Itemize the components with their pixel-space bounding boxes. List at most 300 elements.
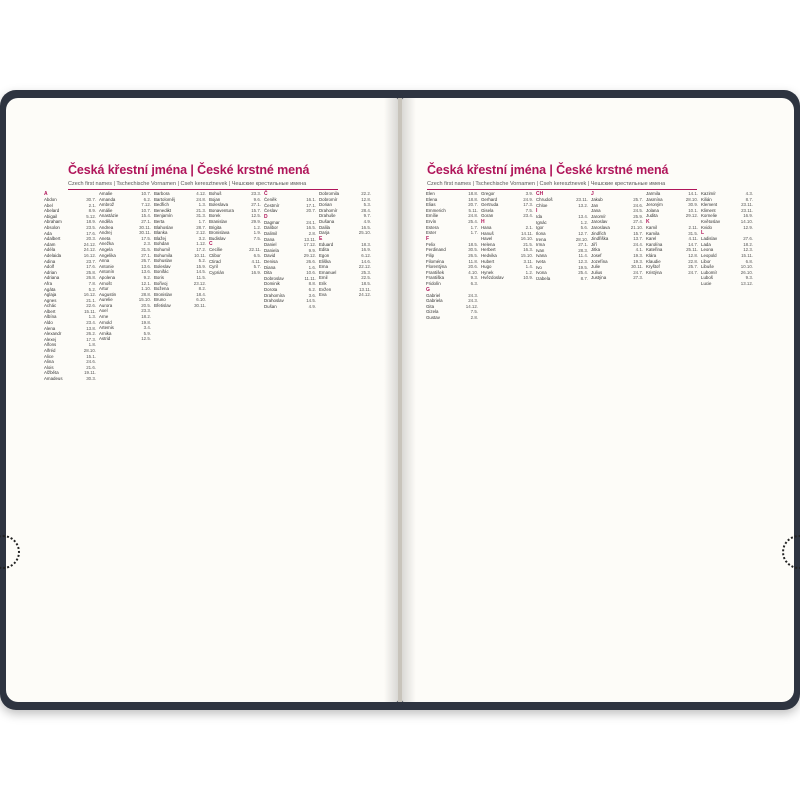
name-text: Hvězdoslav — [481, 275, 504, 281]
name-text: Agáta — [44, 286, 56, 292]
name-text: Aglaja — [44, 292, 57, 298]
name-day-date: 18.9. — [86, 219, 96, 225]
name-text: Gerhard — [481, 196, 498, 202]
name-text: Ester — [426, 230, 437, 236]
name-text: Gita — [426, 303, 435, 309]
name-text: Dobromila — [319, 191, 340, 196]
name-text: Gabriel — [426, 292, 441, 298]
name-text: Blažej — [154, 235, 166, 241]
name-day-date: 16.5. — [361, 224, 371, 230]
name-text: Absolon — [44, 224, 60, 230]
name-entry — [481, 275, 536, 281]
name-entry — [319, 292, 374, 298]
name-text: Dalibor — [264, 225, 278, 231]
names-column — [591, 191, 646, 320]
name-text: Květoslav — [701, 218, 721, 224]
name-day-date: 4.10. — [468, 269, 478, 275]
name-text: Hanuš — [481, 230, 494, 236]
name-day-date: 4.9. — [308, 303, 316, 309]
name-text: Jiří — [591, 241, 597, 247]
name-text: Erik — [319, 280, 327, 286]
name-day-date: 26.6. — [306, 258, 316, 264]
name-day-date: 5.12. — [86, 213, 96, 219]
name-day-date: 25.11. — [686, 247, 698, 253]
name-day-date: 13.11. — [359, 286, 371, 292]
name-day-date: 11.4. — [578, 253, 588, 259]
name-day-date: 25.7. — [688, 264, 698, 270]
name-day-date: 19.5. — [578, 264, 588, 270]
name-day-date: 1.10. — [141, 286, 151, 292]
name-text: Dušana — [319, 218, 335, 224]
name-day-date: 8.8. — [308, 281, 316, 287]
left-page — [6, 98, 398, 702]
name-day-date: 10.7. — [141, 191, 151, 196]
name-text: Filip — [426, 252, 435, 258]
name-day-date: 17.1. — [306, 202, 316, 208]
name-text: Jaroslav — [591, 219, 608, 225]
name-day-date: 26.2. — [86, 331, 96, 337]
letter-heading: D — [264, 213, 268, 220]
name-day-date: 18.2. — [141, 314, 151, 320]
name-day-date: 18.8. — [468, 196, 478, 202]
name-day-date: 19.3. — [633, 258, 643, 264]
name-text: Dalimil — [264, 230, 278, 236]
name-text: Cyril — [209, 264, 218, 270]
name-day-date: 1.2. — [580, 219, 588, 225]
name-text: Bedřich — [154, 202, 169, 208]
name-text: Leopold — [701, 252, 717, 258]
name-day-date: 24.9. — [523, 196, 533, 202]
name-text: Bohuslav — [154, 258, 173, 264]
name-text: Anastázie — [99, 213, 119, 219]
name-day-date: 4.1. — [635, 247, 643, 253]
name-day-date: 13.6. — [141, 263, 151, 269]
name-day-date: 4.9. — [363, 218, 371, 224]
name-text: Gertruda — [481, 202, 499, 208]
name-text: Jindřiška — [591, 236, 609, 242]
name-text: Bojan — [209, 196, 221, 202]
name-entry — [646, 270, 701, 276]
name-day-date: 18.2. — [743, 241, 753, 247]
name-day-date: 31.5. — [141, 246, 151, 252]
name-text: Andrea — [99, 224, 114, 230]
name-day-date: 24.12. — [358, 292, 371, 298]
name-day-date: 25.7. — [633, 197, 643, 202]
name-day-date: 12.8. — [361, 196, 371, 202]
name-day-date: 24.7. — [633, 269, 643, 275]
name-text: Jakub — [591, 197, 603, 202]
name-text: Boris — [154, 274, 165, 280]
name-text: Evžen — [319, 286, 332, 292]
name-text: Aneta — [99, 235, 111, 241]
name-day-date: 1.9. — [253, 230, 261, 236]
name-text: Boleslav — [154, 263, 171, 269]
name-text: Jarmila — [646, 191, 661, 196]
name-text: Jolana — [646, 207, 659, 213]
name-text: Lubomír — [701, 269, 718, 275]
name-day-date: 23.4. — [523, 213, 533, 219]
name-text: Denisa — [264, 258, 278, 264]
name-text: Lucie — [701, 280, 712, 286]
letter-heading: K — [646, 218, 650, 225]
name-day-date: 30.11. — [194, 302, 206, 308]
name-day-date: 13.2. — [578, 202, 588, 208]
name-day-date: 17.3. — [86, 336, 96, 342]
name-text: Jan — [591, 202, 599, 208]
name-day-date: 13.4. — [578, 214, 588, 220]
name-day-date: 30.7. — [86, 197, 96, 202]
name-day-date: 10.7. — [141, 207, 151, 213]
name-text: Adéla — [44, 247, 56, 253]
name-text: Drahuše — [319, 213, 336, 219]
letter-heading: G — [426, 286, 430, 293]
name-text: Agnes — [44, 297, 57, 303]
name-text: Abdon — [44, 197, 57, 202]
name-day-date: 25.3. — [361, 269, 371, 275]
name-day-date: 8.2. — [198, 286, 206, 292]
name-text: Adalbert — [44, 236, 61, 242]
name-day-date: 2.1. — [525, 224, 533, 230]
name-day-date: 3.2. — [198, 235, 206, 241]
name-day-date: 21.6. — [86, 364, 96, 370]
name-text: Hubert — [481, 258, 495, 264]
name-day-date: 27.4. — [633, 219, 643, 225]
name-day-date: 14.11. — [521, 230, 533, 236]
name-text: Augustin — [99, 291, 117, 297]
name-text: Libuše — [701, 264, 714, 270]
name-text: Bohumila — [154, 252, 173, 258]
name-day-date: 6.2. — [143, 196, 151, 202]
name-text: Albert — [44, 308, 56, 314]
name-day-date: 8.7. — [580, 275, 588, 281]
name-day-date: 17.6. — [86, 230, 96, 236]
name-text: Gustav — [426, 314, 440, 320]
name-day-date: 21.10. — [630, 224, 643, 230]
name-text: Jana — [591, 208, 601, 214]
name-day-date: 1.7. — [470, 224, 478, 230]
names-column — [426, 191, 481, 320]
name-day-date: 26.5. — [468, 252, 478, 258]
name-text: Edita — [319, 247, 330, 253]
left-page-title: Česká křestní jména | České krstné mená — [68, 163, 310, 177]
name-day-date: 20.7. — [306, 208, 316, 214]
name-day-date: 23.5. — [86, 224, 96, 230]
name-day-date: 12.5. — [141, 336, 151, 342]
name-day-date: 28.8. — [141, 291, 151, 297]
left-names-grid — [44, 191, 374, 382]
name-text: Ladislav — [701, 236, 718, 242]
name-day-date: 23.11. — [576, 197, 588, 202]
name-text: Fridolín — [426, 280, 441, 286]
name-text: Anděla — [99, 218, 113, 224]
name-day-date: 24.8. — [468, 213, 478, 219]
name-text: Amalie — [99, 191, 113, 196]
name-day-date: 16.3. — [523, 247, 533, 253]
name-text: Julius — [591, 269, 603, 275]
name-text: Kamil — [646, 224, 657, 230]
name-day-date: 10.10. — [740, 264, 753, 270]
name-day-date: 25.9. — [633, 213, 643, 219]
name-text: Alexej — [44, 336, 56, 342]
name-text: Berta — [154, 218, 165, 224]
name-day-date: 15.1. — [86, 353, 96, 359]
name-day-date: 7.5. — [525, 207, 533, 213]
name-text: Leona — [701, 247, 714, 253]
name-text: Kateřina — [646, 247, 663, 253]
name-text: Adolf — [44, 264, 55, 270]
name-day-date: 5.7. — [253, 264, 261, 270]
name-text: Drahoslav — [264, 298, 284, 304]
name-text: Ctirad — [209, 258, 221, 264]
name-day-date: 1.7. — [470, 230, 478, 236]
name-day-date: 12.7. — [578, 230, 588, 236]
name-day-date: 23.11. — [741, 207, 753, 213]
name-text: Blahoslav — [154, 224, 174, 230]
name-text: Daniel — [264, 242, 277, 248]
name-day-date: 12.8. — [688, 252, 698, 258]
name-text: Ema — [319, 264, 329, 270]
name-text: Arne — [99, 314, 109, 320]
name-day-date: 22.5. — [361, 275, 371, 281]
name-text: Břetislav — [154, 302, 171, 308]
name-text: Abelard — [44, 208, 60, 214]
name-day-date: 23.7. — [86, 258, 96, 264]
name-day-date: 23.4. — [86, 320, 96, 326]
name-day-date: 8.7. — [745, 196, 753, 202]
name-day-date: 26.7. — [141, 258, 151, 264]
name-day-date: 6.10. — [196, 297, 206, 303]
name-day-date: 5.6. — [580, 225, 588, 231]
name-day-date: 25.4. — [468, 218, 478, 224]
name-day-date: 9.6. — [253, 196, 261, 202]
name-day-date: 16.9. — [743, 213, 753, 219]
name-day-date: 12.9. — [743, 224, 753, 230]
name-day-date: 30.11. — [631, 264, 643, 270]
name-day-date: 5.9. — [143, 330, 151, 336]
name-day-date: 23.3. — [251, 191, 261, 196]
name-text: Eduard — [319, 241, 334, 247]
name-text: Amanda — [99, 196, 116, 202]
name-text: Ivo — [536, 264, 542, 270]
name-text: Branislav — [209, 218, 228, 224]
name-day-date: 13.8. — [86, 325, 96, 331]
name-text: Emmerich — [426, 207, 446, 213]
name-day-date: 9.3. — [470, 275, 478, 281]
name-day-date: 5.2. — [198, 258, 206, 264]
name-day-date: 24.6. — [633, 202, 643, 208]
name-text: Čeněk — [264, 197, 277, 202]
name-entry — [99, 336, 154, 342]
name-text: Jasmína — [646, 196, 663, 202]
name-text: Boleslava — [209, 202, 229, 208]
name-day-date: 3.11. — [523, 258, 533, 264]
name-day-date: 4.3. — [745, 191, 753, 196]
name-day-date: 22.2. — [361, 191, 371, 196]
name-text: Ignác — [536, 219, 547, 225]
name-text: Bohuš — [209, 191, 222, 196]
name-day-date: 14.5. — [306, 298, 316, 304]
name-day-date: 16.9. — [361, 247, 371, 253]
name-text: Kamila — [646, 230, 660, 236]
name-day-date: 24.6. — [86, 359, 96, 365]
name-day-date: 23.3. — [141, 308, 151, 314]
name-text: Estera — [426, 224, 439, 230]
name-text: Budislav — [209, 235, 226, 241]
name-text: Hedvika — [481, 252, 497, 258]
name-text: Božena — [154, 286, 169, 292]
name-day-date: 24.12. — [83, 247, 96, 253]
name-text: Luboš — [701, 275, 713, 281]
name-text: Apolena — [99, 274, 116, 280]
name-day-date: 17.6. — [86, 264, 96, 270]
name-day-date: 14.1. — [688, 191, 698, 196]
name-text: Daniela — [264, 247, 279, 253]
name-day-date: 25.4. — [578, 270, 588, 276]
name-text: Alžběta — [44, 370, 59, 376]
name-day-date: 27.1. — [141, 252, 151, 258]
letter-heading: L — [701, 230, 705, 237]
name-text: Herbert — [481, 247, 496, 253]
name-day-date: 9.3. — [745, 275, 753, 281]
name-day-date: 14.10. — [740, 218, 753, 224]
names-column — [44, 191, 99, 382]
right-page-header — [427, 163, 727, 190]
name-text: Arnošt — [99, 280, 112, 286]
name-text: Cyprián — [209, 269, 225, 275]
name-day-date: 24.3. — [468, 298, 478, 304]
name-text: Kazimír — [701, 191, 716, 196]
name-text: Justýna — [591, 275, 607, 281]
right-page-title: Česká křestní jména | České krstné mená — [427, 163, 669, 177]
name-day-date: 17.2. — [196, 246, 206, 252]
name-day-date: 13.6. — [141, 269, 151, 275]
name-text: Jindřich — [591, 230, 607, 236]
name-text: Goran — [481, 213, 494, 219]
name-day-date: 23.12. — [193, 280, 206, 286]
name-text: Drahomír — [319, 207, 338, 213]
name-text: Klement — [701, 202, 718, 208]
name-text: Kornelie — [701, 213, 718, 219]
name-text: Jozefína — [591, 258, 608, 264]
name-day-date: 8.9. — [88, 208, 96, 214]
name-text: Ivana — [536, 253, 547, 259]
name-day-date: 6.8. — [745, 258, 753, 264]
name-day-date: 20.7. — [468, 202, 478, 208]
name-text: Adriana — [44, 275, 60, 281]
name-day-date: 31.5. — [688, 230, 698, 236]
name-day-date: 9.9. — [308, 247, 316, 253]
name-text: Antonie — [99, 263, 114, 269]
name-text: Artemis — [99, 325, 114, 331]
name-text: Gabriela — [426, 298, 443, 304]
name-day-date: 24.5. — [633, 208, 643, 214]
name-day-date: 10.1. — [688, 207, 698, 213]
name-text: Abraham — [44, 219, 62, 225]
name-day-date: 1.2. — [253, 224, 261, 230]
name-text: Kvido — [701, 224, 712, 230]
name-day-date: 12.1. — [141, 280, 151, 286]
name-day-date: 3.6. — [308, 292, 316, 298]
name-text: Judita — [646, 213, 658, 219]
name-text: Barbora — [154, 191, 170, 196]
name-day-date: 15.10. — [520, 252, 533, 258]
name-day-date: 14.6. — [361, 258, 371, 264]
name-text: Alexandr — [44, 331, 62, 337]
name-day-date: 13.12. — [740, 280, 753, 286]
name-text: Kryštof — [646, 264, 660, 270]
name-text: Dana — [264, 236, 275, 242]
name-text: Izabela — [536, 275, 551, 281]
name-day-date: 16.9. — [251, 269, 261, 275]
name-day-date: 7.12. — [141, 202, 151, 208]
name-day-date: 25.8. — [86, 269, 96, 275]
name-day-date: 19.11. — [84, 370, 96, 376]
name-text: Karel — [646, 236, 657, 242]
name-day-date: 6.3. — [470, 280, 478, 286]
name-text: Bartoloměj — [154, 196, 175, 202]
name-text: Iveta — [536, 258, 546, 264]
name-day-date: 30.5. — [468, 247, 478, 253]
right-names-grid — [426, 191, 756, 320]
name-entry — [154, 303, 209, 309]
name-day-date: 16.1. — [306, 197, 316, 202]
name-day-date: 2.1. — [88, 202, 96, 208]
name-text: Artur — [99, 286, 109, 292]
name-day-date: 28.4. — [361, 207, 371, 213]
name-day-date: 5.11. — [468, 207, 478, 213]
name-day-date: 1.3. — [88, 314, 96, 320]
name-text: Dominik — [264, 281, 280, 287]
name-day-date: 28.3. — [578, 247, 588, 253]
name-day-date: 11.5. — [196, 274, 206, 280]
name-day-date: 11.8. — [468, 258, 478, 264]
name-text: Angelika — [99, 252, 116, 258]
name-day-date: 2.12. — [196, 230, 206, 236]
name-text: Florentýna — [426, 264, 447, 270]
name-day-date: 2.8. — [470, 314, 478, 320]
name-text: Aldo — [44, 320, 53, 326]
name-day-date: 20.3. — [86, 236, 96, 242]
name-day-date: 20.6. — [468, 264, 478, 270]
name-text: Chrudoš — [536, 197, 553, 202]
name-text: Dobroslav — [264, 275, 284, 281]
name-text: Elias — [426, 202, 436, 208]
diary-spread — [0, 90, 800, 710]
name-day-date: 16.5. — [306, 225, 316, 231]
name-text: Česlav — [264, 208, 278, 214]
name-text: Ambrož — [99, 202, 115, 208]
name-text: Gregor — [481, 191, 495, 196]
names-column — [701, 191, 756, 320]
names-column — [481, 191, 536, 320]
name-text: Bronislava — [209, 230, 230, 236]
name-day-date: 21.5. — [523, 241, 533, 247]
letter-heading: H — [481, 218, 485, 225]
name-day-date: 15.9. — [196, 263, 206, 269]
name-day-date: 16.12. — [83, 292, 96, 298]
name-day-date: 7.8. — [88, 280, 96, 286]
name-text: Libor — [701, 258, 711, 264]
name-text: Antonín — [99, 269, 115, 275]
name-day-date: 13.11. — [304, 236, 316, 242]
right-page — [402, 98, 794, 702]
name-day-date: 1.6. — [308, 264, 316, 270]
name-day-date: 15.11. — [741, 252, 753, 258]
name-day-date: 30.9. — [688, 202, 698, 208]
letter-heading: J — [591, 191, 594, 197]
name-day-date: 28.7. — [196, 224, 206, 230]
name-text: Astrid — [99, 336, 111, 342]
